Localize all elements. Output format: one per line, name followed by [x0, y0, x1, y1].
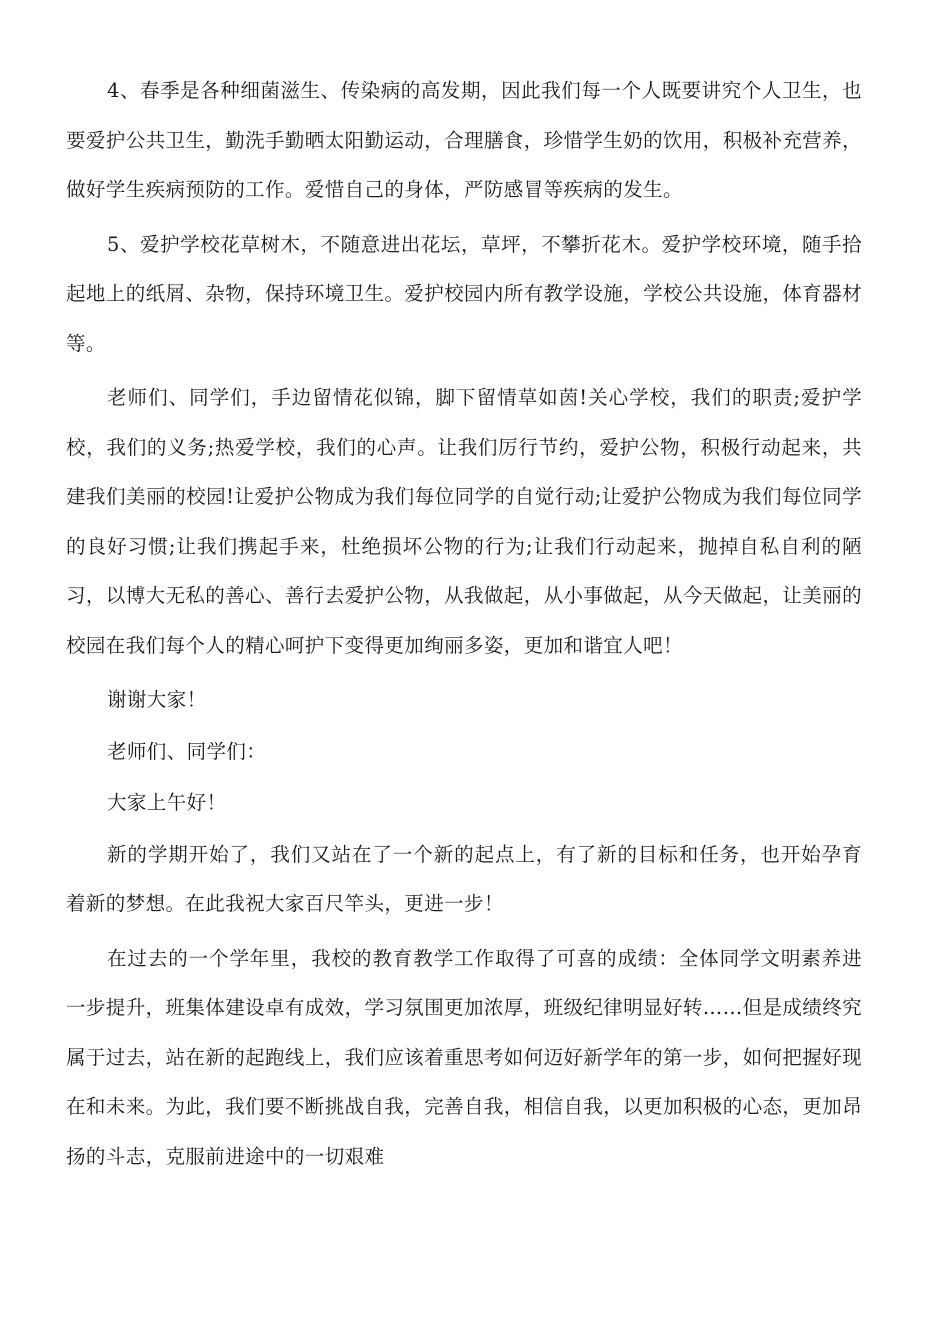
paragraph-greeting: 大家上午好！	[107, 791, 227, 814]
paragraph-past-year: 在过去的一个学年里，我校的教育教学工作取得了可喜的成绩：全体同学文明素养进一步提升，班集体建设卓有成效，学习氛围更加浓厚，班级纪律明显好转……但是成绩终究属于过去，站在新的起跑线上，我们应该着重思考如何迈好新学年的第一步，如何把握好现在和未来。为此，我们要不断挑战自我，完善自我，相信自我，以更加积极的心态，更加昂扬的斗志，克服前进途中的一切艰难	[66, 946, 863, 1168]
paragraph-salutation: 老师们、同学们：	[107, 739, 267, 763]
paragraph-thanks: 谢谢大家！	[107, 688, 207, 711]
paragraph-new-semester: 新的学期开始了，我们又站在了一个新的起点上，有了新的目标和任务，也开始孕育着新的梦想。在此我祝大家百尺竿头，更进一步！	[66, 842, 862, 915]
document-page	[66, 66, 862, 1186]
paragraph-health-tips: 4、春季是各种细菌滋生、传染病的高发期，因此我们每一个人既要讲究个人卫生，也要爱护公共卫生，勤洗手勤晒太阳勤运动，合理膳食，珍惜学生奶的饮用，积极补充营养，做好学生疾病预防的工作。爱惜自己的身体，严防感冒等疾病的发生。	[66, 79, 863, 201]
paragraph-call-to-action: 老师们、同学们，手边留情花似锦，脚下留情草如茵!关心学校，我们的职责;爱护学校，我们的义务;热爱学校，我们的心声。让我们厉行节约，爱护公物，积极行动起来，共建我们美丽的校园!让爱护公物成为我们每位同学的自觉行动;让爱护公物成为我们每位同学的良好习惯;让我们携起手来，杜绝损坏公物的行为;让我们行动起来，抛掉自私自利的陋习，以博大无私的善心、善行去爱护公物，从我做起，从小事做起，从今天做起，让美丽的校园在我们每个人的精心呵护下变得更加绚丽多姿，更加和谐宜人吧！	[66, 386, 863, 657]
paragraph-protect-plants: 5、爱护学校花草树木，不随意进出花坛，草坪，不攀折花木。爱护学校环境，随手拾起地上的纸屑、杂物，保持环境卫生。爱护校园内所有教学设施，学校公共设施，体育器材等。	[66, 232, 863, 355]
